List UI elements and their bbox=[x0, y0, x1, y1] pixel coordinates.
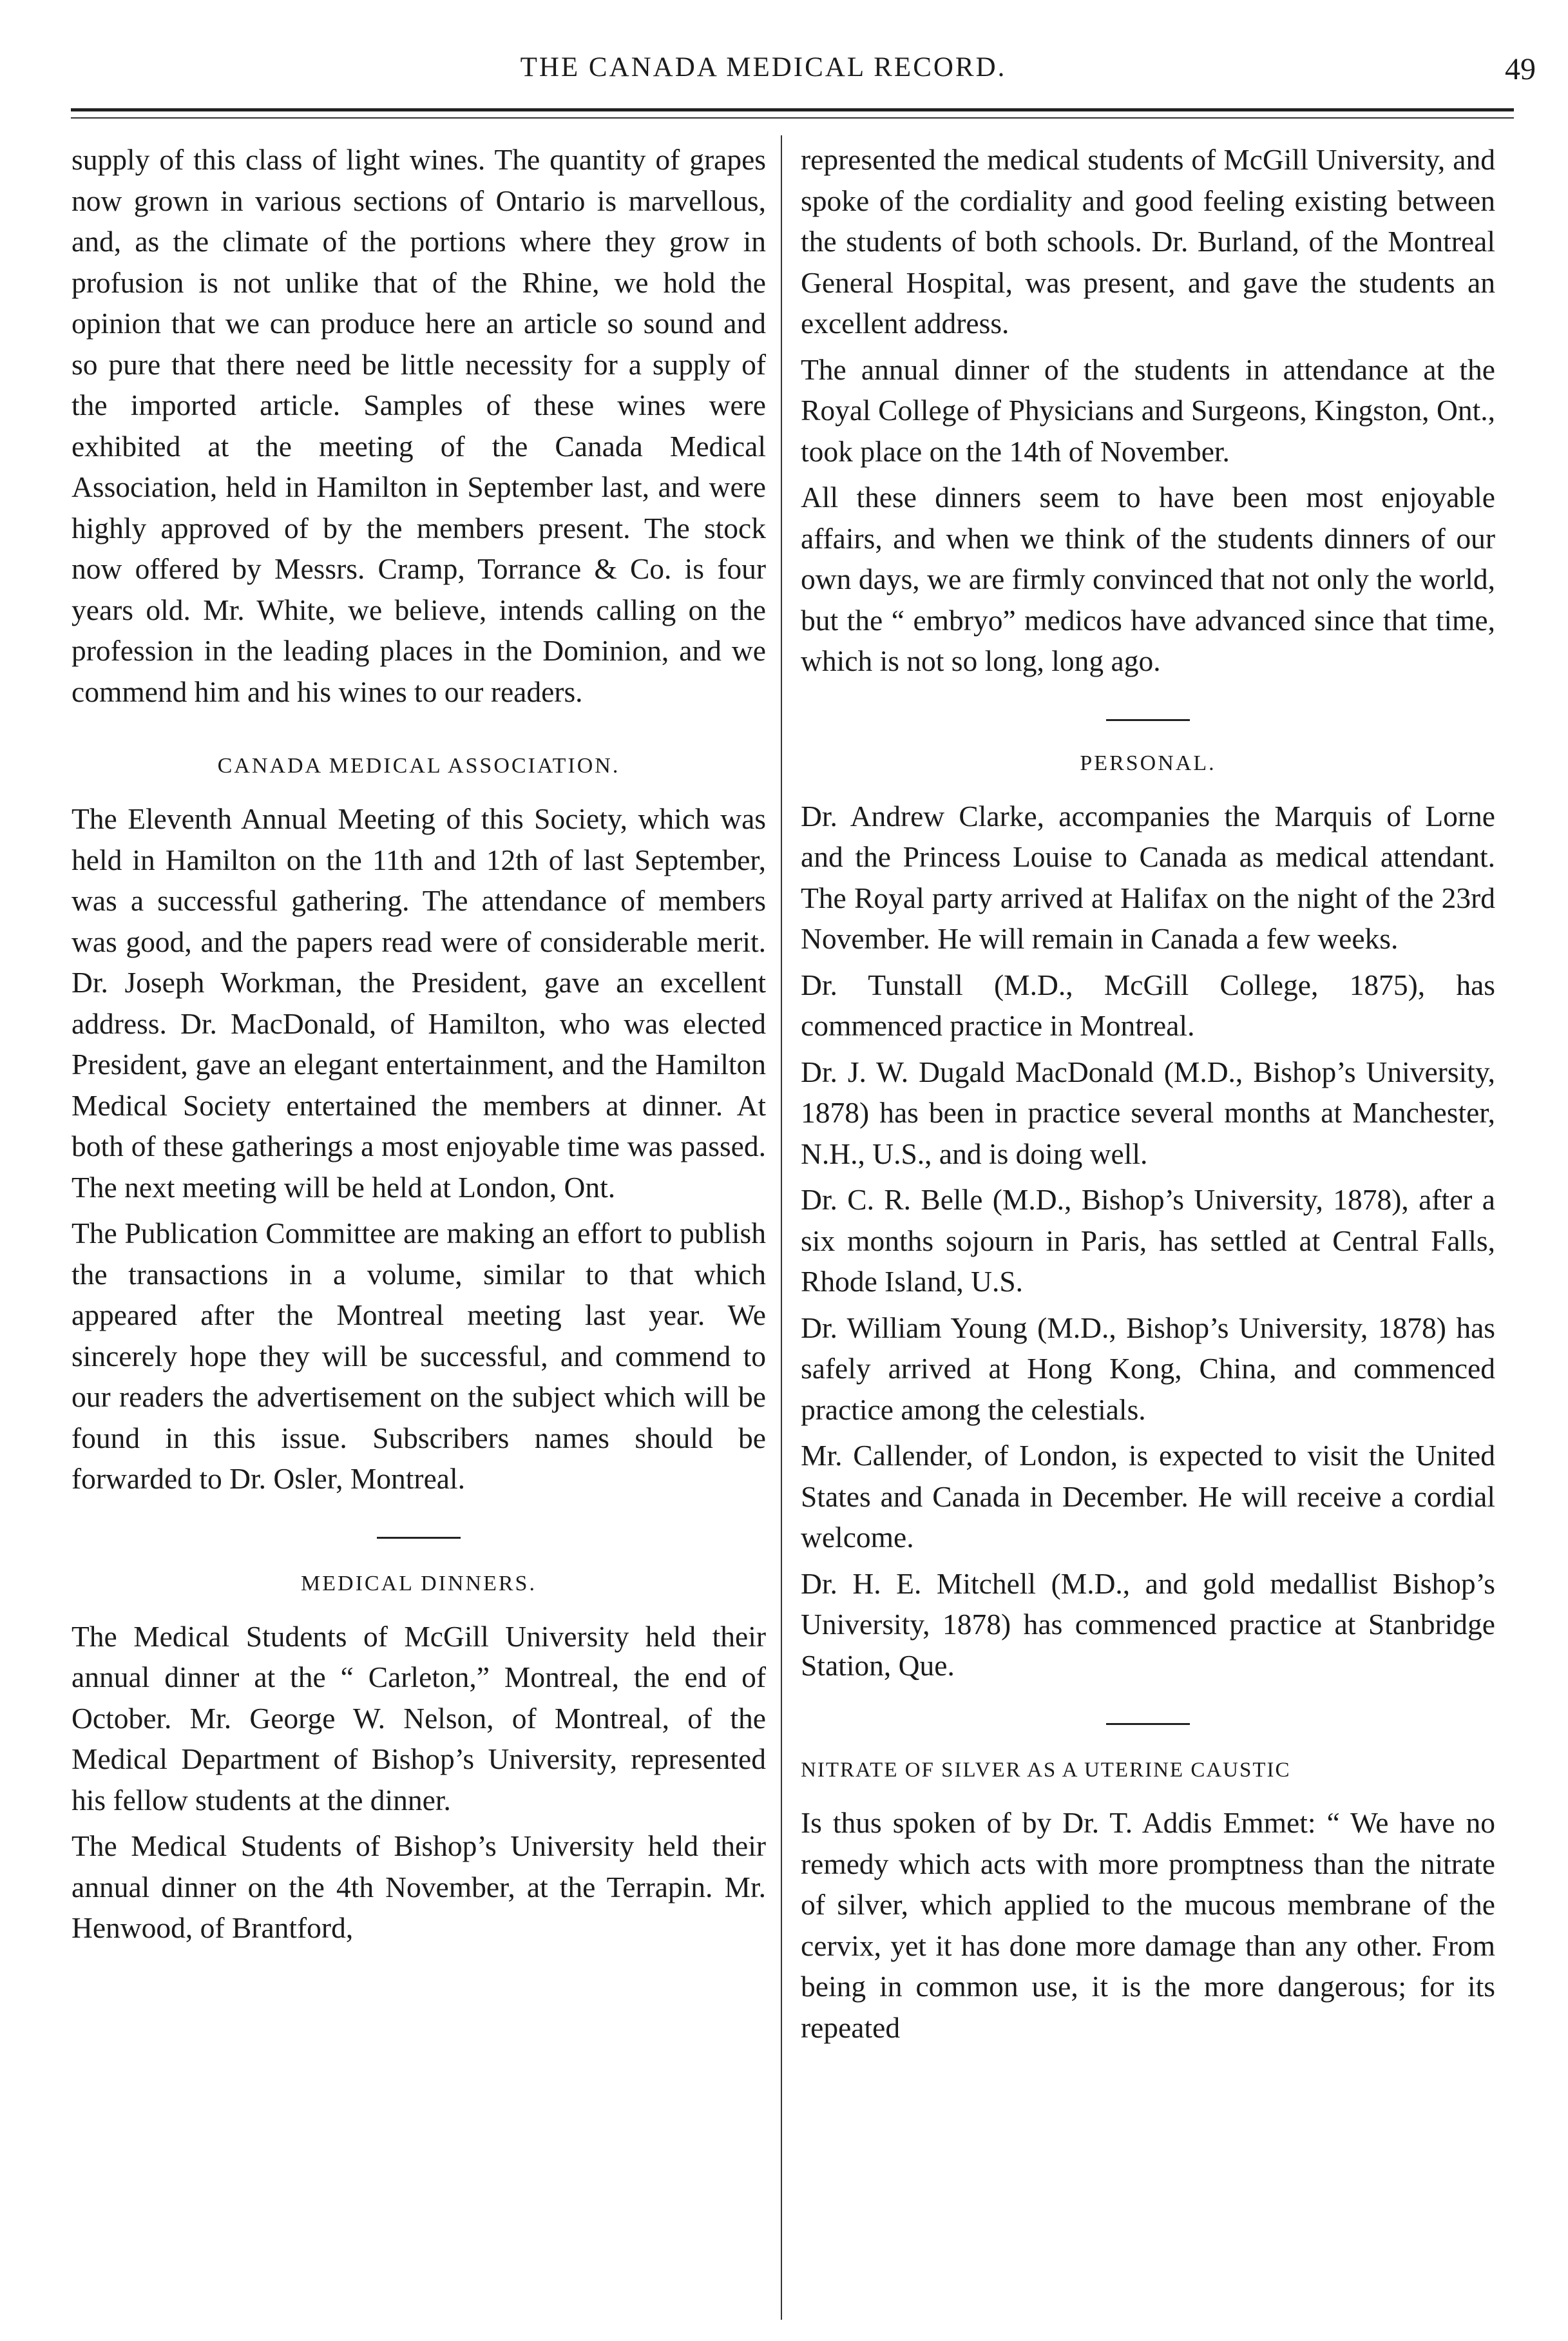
personal-paragraph-1: Dr. Andrew Clarke, accompanies the Marquis of Lorne and the Princess Louise to Canada as medical attendant. The Royal party arrived at Halifax on the night of the 23rd November. He will remain in Canada a few weeks. bbox=[801, 799, 1495, 955]
dinners-paragraph-2: The Medical Students of Bishop’s University held their annual dinner on the 4th November, at the Terrapin. Mr. Henwood, of Brantford, bbox=[72, 1829, 766, 1944]
header-rule-thin bbox=[71, 117, 1514, 119]
personal-paragraph-6: Mr. Callender, of London, is expected to visit the United States and Canada in December. He will receive a cordial welcome. bbox=[801, 1439, 1495, 1554]
dinners-continued-paragraph-2: The annual dinner of the students in attendance at the Royal College of Physicians and Surgeons, Kingston, Ont., took place on the 14th of November. bbox=[801, 352, 1495, 468]
association-heading: CANADA MEDICAL ASSOCIATION. bbox=[217, 754, 620, 778]
personal-heading: PERSONAL. bbox=[1080, 751, 1216, 775]
left-column bbox=[72, 139, 766, 1954]
personal-paragraph-2: Dr. Tunstall (M.D., McGill College, 1875), has commenced practice in Montreal. bbox=[801, 968, 1495, 1042]
dinners-heading: MEDICAL DINNERS. bbox=[301, 1571, 537, 1595]
nitrate-paragraph-1: Is thus spoken of by Dr. T. Addis Emmet: “ We have no remedy which acts with more promptness than the nitrate of silver, which applied to the mucous membrane of the cervix, yet it has done more damage than any other. From being in common use, it is the more dangerous; for its repeated bbox=[801, 1806, 1495, 2044]
right-column bbox=[801, 139, 1495, 2053]
personal-paragraph-4: Dr. C. R. Belle (M.D., Bishop’s University, 1878), after a six months sojourn in Paris, has settled at Central Falls, Rhode Island, U.S. bbox=[801, 1183, 1495, 1298]
personal-paragraph-5: Dr. William Young (M.D., Bishop’s University, 1878) has safely arrived at Hong Kong, China, and commenced practice among the celestials. bbox=[801, 1311, 1495, 1426]
running-head bbox=[0, 52, 1568, 97]
personal-paragraph-7: Dr. H. E. Mitchell (M.D., and gold medallist Bishop’s University, 1878) has commenced practice at Stanbridge Station, Que. bbox=[801, 1566, 1495, 1682]
association-paragraph-2: The Publication Committee are making an effort to publish the transactions in a volume, similar to that which appeared after the Montreal meeting last year. We sincerely hope they will be successful, and commend to our readers the advertisement on the subject which will be found in this issue. Subscribers names should be forwarded to Dr. Osler, Montreal. bbox=[72, 1217, 766, 1495]
page-number: 49 bbox=[1505, 52, 1536, 86]
section-separator bbox=[1106, 1723, 1190, 1725]
nitrate-heading: NITRATE OF SILVER AS A UTERINE CAUSTIC bbox=[801, 1758, 1291, 1782]
header-rule-thick bbox=[71, 108, 1514, 111]
personal-paragraph-3: Dr. J. W. Dugald MacDonald (M.D., Bishop’s University, 1878) has been in practice several months at Manchester, N.H., U.S., and is doing well. bbox=[801, 1055, 1495, 1170]
section-separator bbox=[1106, 719, 1190, 721]
dinners-paragraph-1: The Medical Students of McGill University held their annual dinner at the “ Carleton,” Montreal, the end of October. Mr. George W. Nelson, of Montreal, of the Medical Department of Bishop’s University, represented his fellow students at the dinner. bbox=[72, 1619, 766, 1816]
association-paragraph-1: The Eleventh Annual Meeting of this Society, which was held in Hamilton on the 11th and 12th of last September, was a successful gathering. The attendance of members was good, and the papers read were of considerable merit. Dr. Joseph Workman, the President, gave an excellent address. Dr. MacDonald, of Hamilton, who was elected President, gave an elegant entertainment, and the Hamilton Medical Society entertained the members at dinner. At both of these gatherings a most enjoyable time was passed. The next meeting will be held at London, Ont. bbox=[72, 802, 766, 1204]
wines-paragraph: supply of this class of light wines. The quantity of grapes now grown in various sections of Ontario is marvellous, and, as the climate of the portions where they grow in profusion is not unlike that of the Rhine, we hold the opinion that we can produce here an article so sound and so pure that there need be little necessity for a supply of the imported article. Samples of these wines were exhibited at the meeting of the Canada Medical Association, held in Hamilton in September last, and were highly approved of by the members present. The stock now offered by Messrs. Cramp, Torrance & Co. is four years old. Mr. White, we believe, intends calling on the profession in the leading places in the Dominion, and we commend him and his wines to our readers. bbox=[72, 143, 766, 708]
dinners-continued-paragraph-3: All these dinners seem to have been most enjoyable affairs, and when we think of the students dinners of our own days, we are firmly convinced that not only the world, but the “ embryo” medicos have advanced since that time, which is not so long, long ago. bbox=[801, 481, 1495, 677]
dinners-continued-paragraph-1: represented the medical students of McGill University, and spoke of the cordiality and good feeling existing between the students of both schools. Dr. Burland, of the Montreal General Hospital, was present, and gave the students an excellent address. bbox=[801, 143, 1495, 340]
column-divider bbox=[781, 135, 782, 2320]
section-separator bbox=[377, 1537, 461, 1539]
running-title: THE CANADA MEDICAL RECORD. bbox=[520, 52, 1007, 82]
